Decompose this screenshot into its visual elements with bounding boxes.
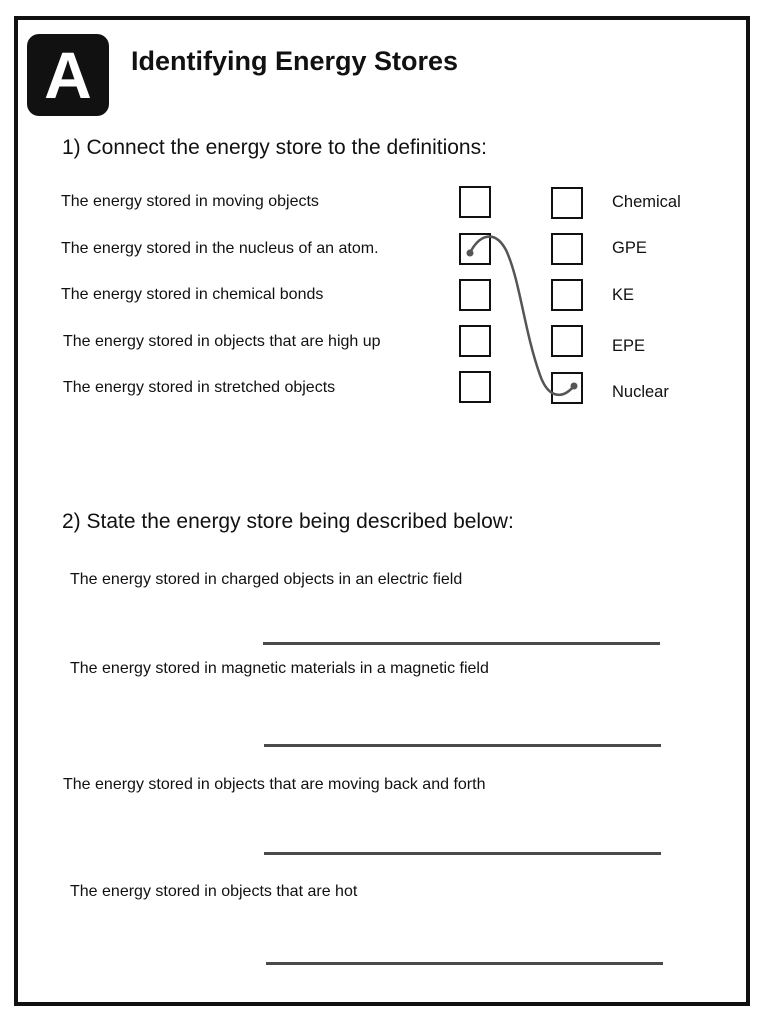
definition-stretched: The energy stored in stretched objects xyxy=(63,379,336,396)
prompt-electric-field: The energy stored in charged objects in an electric field xyxy=(70,571,463,588)
store-box-epe[interactable] xyxy=(551,325,583,357)
definition-nucleus: The energy stored in the nucleus of an atom. xyxy=(61,240,379,257)
definition-box-1[interactable] xyxy=(459,186,491,218)
definition-moving-objects: The energy stored in moving objects xyxy=(61,193,319,210)
store-label-gpe: GPE xyxy=(612,239,647,257)
answer-line-4[interactable] xyxy=(266,962,663,965)
store-label-chemical: Chemical xyxy=(612,193,681,211)
definition-chemical-bonds: The energy stored in chemical bonds xyxy=(61,286,324,303)
store-label-nuclear: Nuclear xyxy=(612,383,669,401)
answer-line-2[interactable] xyxy=(264,744,661,747)
section-badge: A xyxy=(27,34,109,116)
store-label-ke: KE xyxy=(612,286,635,304)
definition-box-5[interactable] xyxy=(459,371,491,403)
question2-heading: 2) State the energy store being described below: xyxy=(62,510,514,533)
prompt-magnetic-field: The energy stored in magnetic materials in a magnetic field xyxy=(70,660,489,677)
store-box-chemical[interactable] xyxy=(551,187,583,219)
store-box-nuclear[interactable] xyxy=(551,372,583,404)
prompt-back-and-forth: The energy stored in objects that are moving back and forth xyxy=(63,776,486,793)
question1-heading: 1) Connect the energy store to the definitions: xyxy=(62,136,487,159)
definition-box-3[interactable] xyxy=(459,279,491,311)
page-title: Identifying Energy Stores xyxy=(131,46,459,76)
definition-box-4[interactable] xyxy=(459,325,491,357)
answer-line-1[interactable] xyxy=(263,642,660,645)
store-label-epe: EPE xyxy=(612,337,646,355)
answer-line-3[interactable] xyxy=(264,852,661,855)
definition-high-up: The energy stored in objects that are high up xyxy=(63,333,381,350)
store-box-gpe[interactable] xyxy=(551,233,583,265)
definition-box-2[interactable] xyxy=(459,233,491,265)
prompt-hot: The energy stored in objects that are hot xyxy=(70,883,358,900)
store-box-ke[interactable] xyxy=(551,279,583,311)
